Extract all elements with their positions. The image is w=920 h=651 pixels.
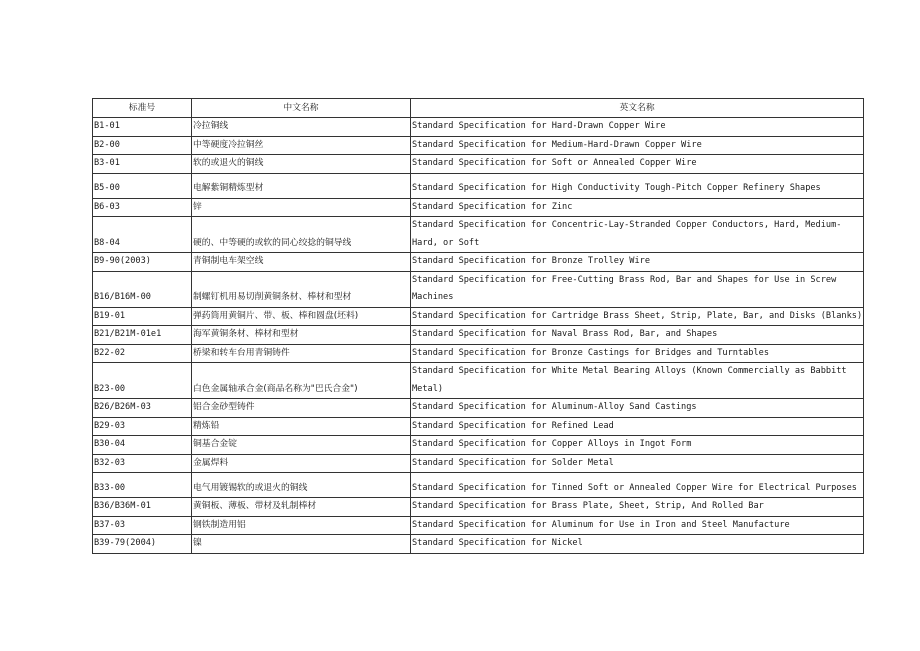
english-name: Standard Specification for Tinned Soft or Annealed Copper Wire for Electrical Purposes [411, 473, 864, 498]
chinese-name: 电解紫铜精炼型材 [192, 173, 411, 198]
table-row [93, 253, 864, 272]
english-name: Standard Specification for Aluminum for Use in Iron and Steel Manufacture [411, 516, 864, 535]
standard-code: B6-03 [93, 198, 192, 217]
standard-code: B26/B26M-03 [93, 399, 192, 418]
english-name: Standard Specification for Hard-Drawn Copper Wire [411, 118, 864, 137]
table-row [93, 399, 864, 418]
chinese-name: 海军黄铜条材、棒材和型材 [192, 326, 411, 345]
chinese-name: 中等硬度冷拉铜丝 [192, 136, 411, 155]
chinese-name: 黄铜板、薄板、带材及轧制棒材 [192, 498, 411, 517]
header-chinese-name: 中文名称 [192, 99, 411, 118]
standard-code: B37-03 [93, 516, 192, 535]
english-name: Standard Specification for Cartridge Brass Sheet, Strip, Plate, Bar, and Disks (Blanks) [411, 307, 864, 326]
table-row [93, 198, 864, 217]
english-name: Standard Specification for Concentric-Lay-Stranded Copper Conductors, Hard, Medium-Hard, or Soft [411, 217, 864, 253]
english-name: Standard Specification for Brass Plate, Sheet, Strip, And Rolled Bar [411, 498, 864, 517]
standard-code: B29-03 [93, 417, 192, 436]
table-row [93, 136, 864, 155]
chinese-name: 钢铁制造用铝 [192, 516, 411, 535]
table-row [93, 217, 864, 253]
english-name: Standard Specification for Aluminum-Alloy Sand Castings [411, 399, 864, 418]
table-row [93, 498, 864, 517]
standard-code: B16/B16M-00 [93, 271, 192, 307]
header-english-name: 英文名称 [411, 99, 864, 118]
english-name: Standard Specification for White Metal Bearing Alloys (Known Commercially as Babbitt Metal) [411, 363, 864, 399]
standard-code: B21/B21M-01e1 [93, 326, 192, 345]
standard-code: B19-01 [93, 307, 192, 326]
table-row [93, 363, 864, 399]
english-name: Standard Specification for Zinc [411, 198, 864, 217]
chinese-name: 金属焊料 [192, 454, 411, 473]
table-row [93, 155, 864, 174]
chinese-name: 冷拉铜线 [192, 118, 411, 137]
chinese-name: 铝合金砂型铸件 [192, 399, 411, 418]
chinese-name: 镍 [192, 535, 411, 554]
standard-code: B33-00 [93, 473, 192, 498]
standard-code: B5-00 [93, 173, 192, 198]
table-row [93, 417, 864, 436]
chinese-name: 锌 [192, 198, 411, 217]
table-row [93, 271, 864, 307]
chinese-name: 铜基合金锭 [192, 436, 411, 455]
standard-code: B39-79(2004) [93, 535, 192, 554]
chinese-name: 制螺钉机用易切削黄铜条材、棒材和型材 [192, 271, 411, 307]
english-name: Standard Specification for Soft or Annealed Copper Wire [411, 155, 864, 174]
table-header-row [93, 99, 864, 118]
chinese-name: 电气用镀锡软的或退火的铜线 [192, 473, 411, 498]
chinese-name: 软的或退火的铜线 [192, 155, 411, 174]
english-name: Standard Specification for Bronze Trolley Wire [411, 253, 864, 272]
english-name: Standard Specification for Bronze Castings for Bridges and Turntables [411, 344, 864, 363]
table-row [93, 436, 864, 455]
standard-code: B3-01 [93, 155, 192, 174]
standard-code: B8-04 [93, 217, 192, 253]
english-name: Standard Specification for Refined Lead [411, 417, 864, 436]
table-row [93, 326, 864, 345]
standard-code: B36/B36M-01 [93, 498, 192, 517]
header-standard-number: 标准号 [93, 99, 192, 118]
english-name: Standard Specification for Naval Brass Rod, Bar, and Shapes [411, 326, 864, 345]
chinese-name: 硬的、中等硬的或软的同心绞捻的铜导线 [192, 217, 411, 253]
table-row [93, 118, 864, 137]
chinese-name: 精炼铅 [192, 417, 411, 436]
chinese-name: 青铜制电车架空线 [192, 253, 411, 272]
english-name: Standard Specification for Solder Metal [411, 454, 864, 473]
table-row [93, 454, 864, 473]
standard-code: B9-90(2003) [93, 253, 192, 272]
standard-code: B1-01 [93, 118, 192, 137]
english-name: Standard Specification for Nickel [411, 535, 864, 554]
chinese-name: 白色金属轴承合金(商品名称为"巴氏合金") [192, 363, 411, 399]
english-name: Standard Specification for High Conductivity Tough-Pitch Copper Refinery Shapes [411, 173, 864, 198]
chinese-name: 弹药筒用黄铜片、带、板、棒和圆盘(坯料) [192, 307, 411, 326]
table-row [93, 307, 864, 326]
table-row [93, 516, 864, 535]
standard-code: B32-03 [93, 454, 192, 473]
table-row [93, 344, 864, 363]
english-name: Standard Specification for Medium-Hard-Drawn Copper Wire [411, 136, 864, 155]
standard-code: B22-02 [93, 344, 192, 363]
table-row [93, 473, 864, 498]
english-name: Standard Specification for Copper Alloys in Ingot Form [411, 436, 864, 455]
standard-code: B2-00 [93, 136, 192, 155]
chinese-name: 桥梁和转车台用青铜铸件 [192, 344, 411, 363]
english-name: Standard Specification for Free-Cutting Brass Rod, Bar and Shapes for Use in Screw Machines [411, 271, 864, 307]
table-row [93, 173, 864, 198]
table-row [93, 535, 864, 554]
standard-code: B30-04 [93, 436, 192, 455]
standard-code: B23-00 [93, 363, 192, 399]
standards-table [92, 98, 864, 554]
